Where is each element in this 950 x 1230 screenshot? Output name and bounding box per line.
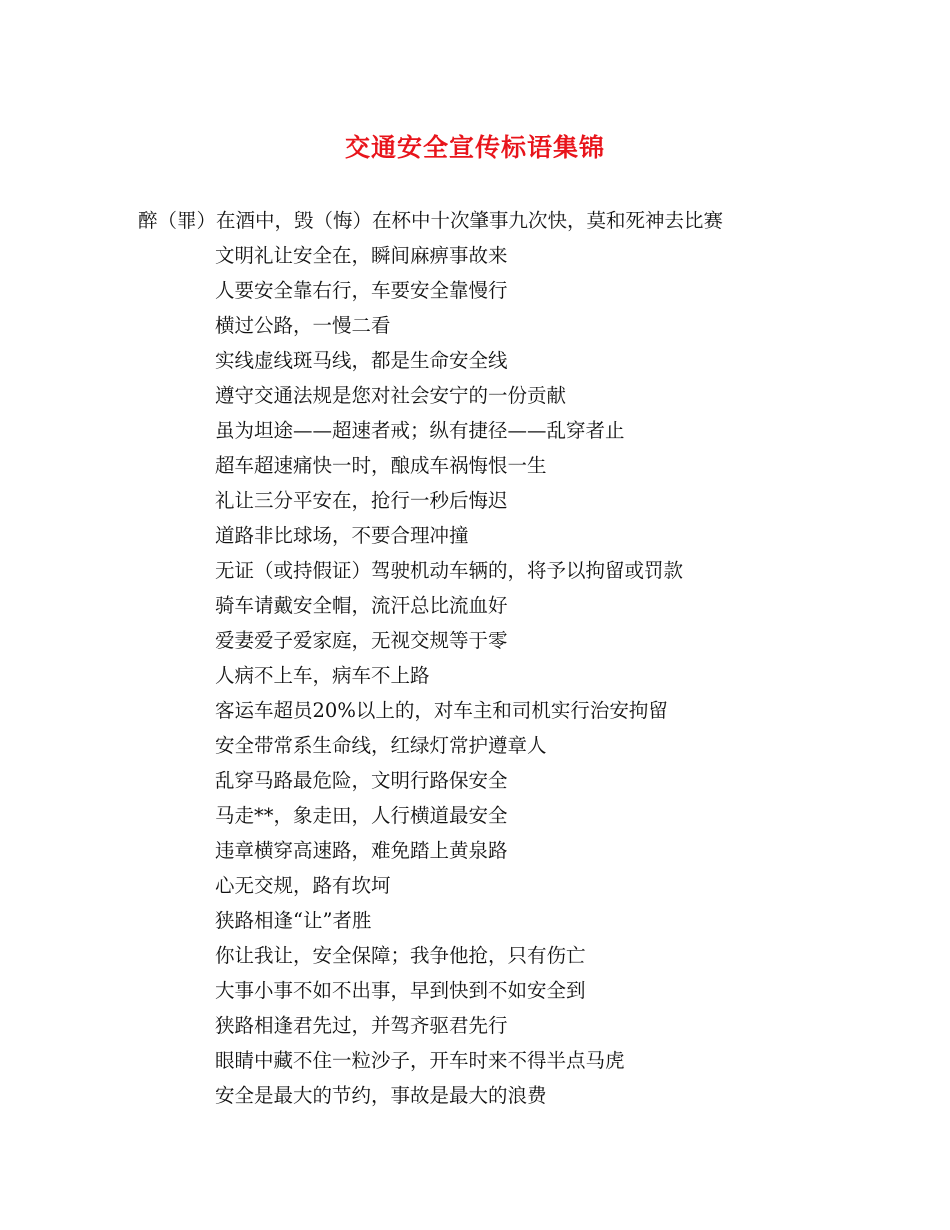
slogan-line: 横过公路，一慢二看 [215,314,391,337]
slogan-line: 心无交规，路有坎坷 [215,874,391,897]
slogan-line-first: 醉（罪）在酒中，毁（悔）在杯中十次肇事九次快，莫和死神去比赛 [138,209,724,232]
slogan-line: 安全带常系生命线，红绿灯常护遵章人 [215,734,547,757]
slogan-line: 人病不上车，病车不上路 [215,664,430,687]
slogan-line: 实线虚线斑马线，都是生命安全线 [215,349,508,372]
slogan-line: 骑车请戴安全帽，流汗总比流血好 [215,594,508,617]
slogan-line: 超车超速痛快一时，酿成车祸悔恨一生 [215,454,547,477]
slogan-line: 你让我让，安全保障；我争他抢，只有伤亡 [215,944,586,967]
slogan-line: 道路非比球场，不要合理冲撞 [215,524,469,547]
slogan-line: 狭路相逢君先过，并驾齐驱君先行 [215,1014,508,1037]
slogan-line: 人要安全靠右行，车要安全靠慢行 [215,279,508,302]
slogan-line: 爱妻爱子爱家庭，无视交规等于零 [215,629,508,652]
document-title: 交通安全宣传标语集锦 [344,133,605,162]
slogan-line: 遵守交通法规是您对社会安宁的一份贡献 [215,384,567,407]
slogan-line: 虽为坦途——超速者戒；纵有捷径——乱穿者止 [215,419,625,442]
slogan-line: 安全是最大的节约，事故是最大的浪费 [215,1084,547,1107]
slogan-line: 乱穿马路最危险，文明行路保安全 [215,769,508,792]
slogan-line: 狭路相逢“让”者胜 [215,909,372,932]
slogan-line: 礼让三分平安在，抢行一秒后悔迟 [215,489,508,512]
slogan-line: 马走**，象走田，人行横道最安全 [215,804,508,827]
slogan-line: 文明礼让安全在，瞬间麻痹事故来 [215,244,508,267]
slogan-list [215,238,683,1113]
slogan-line: 违章横穿高速路，难免踏上黄泉路 [215,839,508,862]
slogan-line: 大事小事不如不出事，早到快到不如安全到 [215,979,586,1002]
slogan-line: 眼睛中藏不住一粒沙子，开车时来不得半点马虎 [215,1049,625,1072]
slogan-line: 无证（或持假证）驾驶机动车辆的，将予以拘留或罚款 [215,559,684,582]
slogan-line: 客运车超员20%以上的，对车主和司机实行治安拘留 [215,699,668,722]
